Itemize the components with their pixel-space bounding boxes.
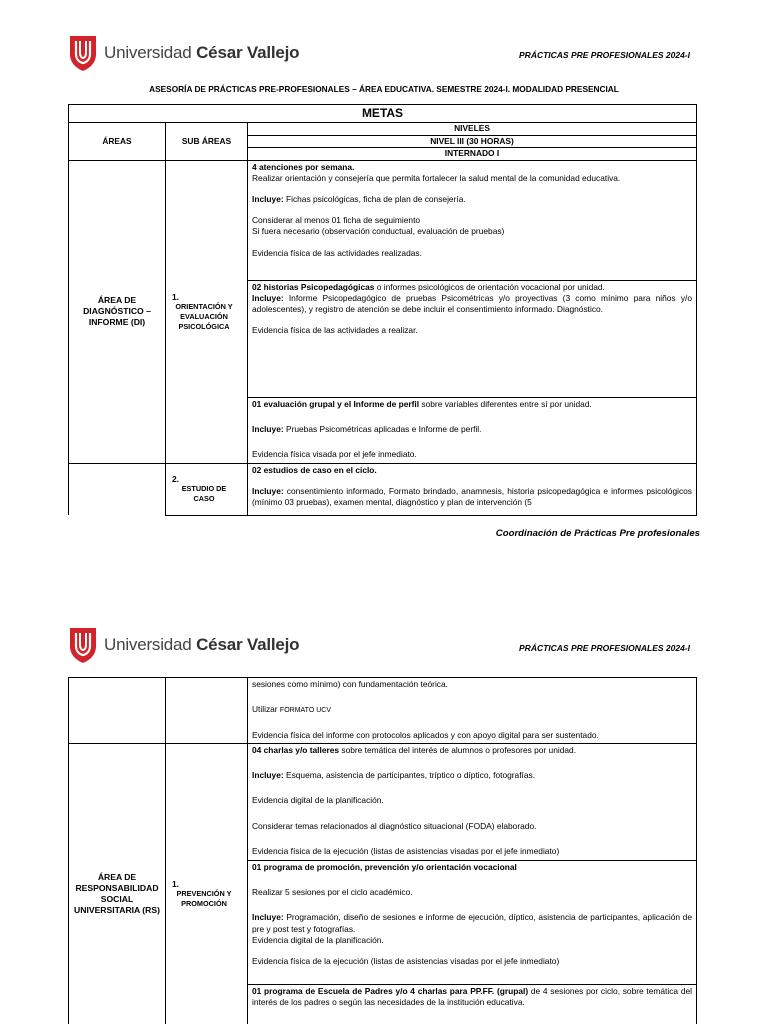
ucv-shield-icon — [68, 626, 98, 664]
page-2 — [0, 600, 768, 1024]
col-nivel: NIVEL III (30 HORAS) — [248, 135, 697, 148]
meta-evaluacion-grupal: 01 evaluación grupal y el Informe de perfil sobre variables diferentes entre sí por unidad. Incluye: Pruebas Psicométricas aplicadas e Informe de perfil. Evidencia física visada por el jefe inmediato. — [248, 397, 697, 463]
logo-text: Universidad César Vallejo — [104, 43, 300, 62]
ucv-logo — [68, 626, 299, 664]
meta-atenciones: 4 atenciones por semana. Realizar orientación y consejería que permita fortalecer la salud mental de la comunidad educativa. Incluye: Fichas psicológicas, ficha de plan de consejería. Considerar al menos 01 ficha de seguimiento Si fuera necesario (observación conductual, evaluación de pruebas) Evidencia física de las actividades realizadas. — [248, 160, 697, 280]
col-subareas: SUB ÁREAS — [166, 123, 248, 161]
col-niveles: NIVELES — [248, 123, 697, 136]
meta-estudios-caso: 02 estudios de caso en el ciclo. Incluye: consentimiento informado, Formato brindado, anamnesis, historia psicopedagógica e informes psicológicos (mínimo 03 pruebas), examen mental, diagnóstico y plan de intervención (5 — [248, 463, 697, 515]
meta-historias: 02 historias Psicopedagógicas o informes psicológicos de orientación vocacional por unidad. Incluye: Informe Psicopedagógico de pruebas Psicométricas y/o proyectivas (3 como mínimo para niños y/o adolescentes), y registro de atención se debe incluir el consentimiento informado. Diagnóstico. Evidencia física de las actividades a realizar. — [248, 280, 697, 397]
col-areas: ÁREAS — [69, 123, 166, 161]
subarea-prevencion: 1.PREVENCIÓN Y PROMOCIÓN — [166, 744, 248, 1024]
meta-programa-promocion: 01 programa de promoción, prevención y/o orientación vocacional Realizar 5 sesiones por el ciclo académico. Incluye: Programación, diseño de sesiones e informe de ejecución, díptico, asistencia de participantes, aplicación de pre y post test y fotografías. Evidencia digital de la planificación. Evidencia física de la ejecución (listas de asistencias visadas por el jefe inmediato) — [248, 861, 697, 985]
meta-charlas: 04 charlas y/o talleres sobre temática del interés de alumnos o profesores por unidad. Incluye: Esquema, asistencia de participantes, tríptico o díptico, fotografías. Evidencia digital de la planificación. Considerar temas relacionados al diagnóstico situacional (FODA) elaborado. Evidencia física de la ejecución (listas de asistencias visadas por el jefe inmediato) — [248, 744, 697, 861]
metas-table-continued — [68, 677, 697, 1024]
ucv-logo — [68, 34, 299, 72]
area-diagnostico: ÁREA DE DIAGNÓSTICO – INFORME (DI) — [69, 160, 166, 463]
document-subtitle: ASESORÍA DE PRÁCTICAS PRE-PROFESIONALES – ÁREA EDUCATIVA. SEMESTRE 2024-I. MODALIDAD PRESENCIAL — [149, 84, 619, 94]
metas-heading: METAS — [69, 105, 697, 123]
header-title: PRÁCTICAS PRE PROFESIONALES 2024-I — [519, 643, 690, 653]
col-internado: INTERNADO I — [248, 148, 697, 161]
header-title: PRÁCTICAS PRE PROFESIONALES 2024-I — [519, 50, 690, 60]
area-responsabilidad-social: ÁREA DE RESPONSABILIDAD SOCIAL UNIVERSITARIA (RS) — [69, 744, 166, 1024]
subarea-estudio-caso: 2.ESTUDIO DE CASO — [166, 463, 248, 515]
metas-table — [68, 104, 697, 516]
footer-coordinacion: Coordinación de Prácticas Pre profesionales — [495, 528, 700, 539]
ucv-shield-icon — [68, 34, 98, 72]
meta-escuela-padres: 01 programa de Escuela de Padres y/o 4 charlas para PP.FF. (grupal) de 4 sesiones por ciclo, sobre temática del interés de los padres o según las necesidades de la institución educativa. — [248, 985, 697, 1024]
logo-text: Universidad César Vallejo — [104, 635, 300, 654]
meta-estudios-caso-cont: sesiones como mínimo) con fundamentación teórica. Utilizar FORMATO UCV Evidencia física del informe con protocolos aplicados y con apoyo digital para ser sustentado. — [248, 678, 697, 744]
subarea-orientacion: 1.ORIENTACIÓN Y EVALUACIÓN PSICOLÓGICA — [166, 160, 248, 463]
